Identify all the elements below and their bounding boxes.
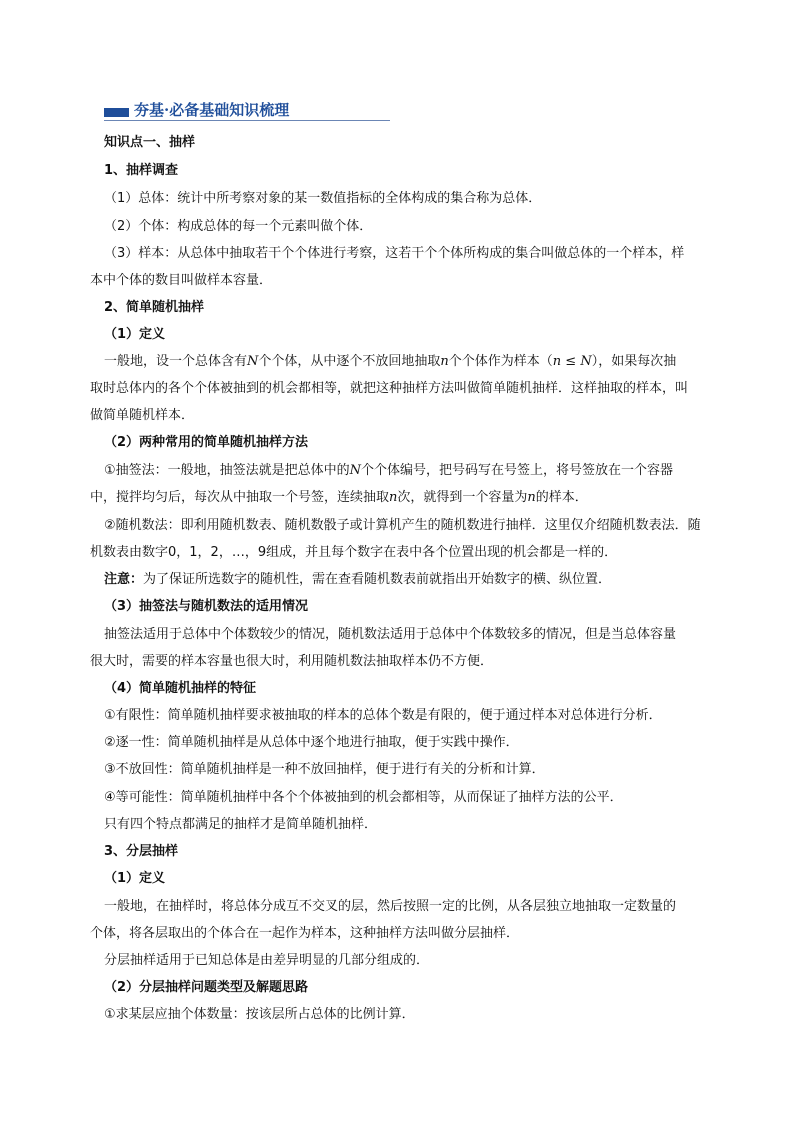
text-span: 个个体编号，把号码写在号签上，将号签放在一个容器 xyxy=(361,463,674,478)
heading-stratified-sampling: 3、分层抽样 xyxy=(104,844,179,859)
feature-equal-probability: ④等可能性：简单随机抽样中各个个体被抽到的机会都相等，从而保证了抽样方法的公平． xyxy=(104,790,623,805)
note-line xyxy=(104,571,611,589)
header-underline xyxy=(104,120,390,121)
applicability-line1: 抽签法适用于总体中个体数较少的情况，随机数法适用于总体中个体数较多的情况，但是当总体容量 xyxy=(104,627,677,642)
header-bar-decoration xyxy=(104,108,129,117)
subheading-two-methods: （2）两种常用的简单随机抽样方法 xyxy=(104,435,309,450)
math-condition: n ≤ N xyxy=(552,354,592,369)
feature-one-by-one: ②逐一性：简单随机抽样是从总体中逐个地进行抽取，便于实践中操作． xyxy=(104,735,519,750)
math-n: n xyxy=(389,490,398,505)
text-span: ），如果每次抽 xyxy=(591,354,677,369)
random-number-method-line1: ②随机数法：即利用随机数表、随机数骰子或计算机产生的随机数进行抽样．这里仅介绍随机数表法．随 xyxy=(104,518,701,533)
text-span: 的样本． xyxy=(535,490,588,505)
random-number-method-line2: 机数表由数字0，1，2，…，9组成，并且每个数字在表中各个位置出现的机会都是一样的． xyxy=(90,545,618,560)
math-n: n xyxy=(440,354,449,369)
note-text: 为了保证所选数字的随机性，需在查看随机数表前就指出开始数字的横、纵位置． xyxy=(143,572,612,587)
heading-simple-random-sampling: 2、简单随机抽样 xyxy=(104,300,205,315)
stratified-definition-line2: 个体，将各层取出的个体合在一起作为样本，这种抽样方法叫做分层抽样． xyxy=(90,926,520,941)
section-title: 夯基·必备基础知识梳理 xyxy=(134,101,290,119)
definition-individual: （2）个体：构成总体的每一个元素叫做个体． xyxy=(104,219,373,234)
subheading-definition: （1）定义 xyxy=(104,327,166,342)
knowledge-point-heading: 知识点一、抽样 xyxy=(104,135,196,150)
stratified-applicability: 分层抽样适用于已知总体是由差异明显的几部分组成的． xyxy=(104,953,430,968)
feature-finiteness: ①有限性：简单随机抽样要求被抽取的样本的总体个数是有限的，便于通过样本对总体进行分析． xyxy=(104,708,662,723)
lottery-method-line2 xyxy=(90,489,588,507)
text-span: ①抽签法：一般地，抽签法就是把总体中的 xyxy=(104,463,350,478)
section-header xyxy=(104,100,390,122)
text-span: 次，就得到一个容量为 xyxy=(397,490,528,505)
math-N: N xyxy=(247,354,259,369)
feature-without-replacement: ③不放回性：简单随机抽样是一种不放回抽样，便于进行有关的分析和计算． xyxy=(104,762,545,777)
definition-sample-line1: （3）样本：从总体中抽取若干个个体进行考察，这若干个个体所构成的集合叫做总体的一个样本，样 xyxy=(104,246,685,261)
srs-definition-line1 xyxy=(104,353,676,371)
subheading-features: （4）简单随机抽样的特征 xyxy=(104,681,257,696)
text-span: 中，搅拌均匀后，每次从中抽取一个号签，连续抽取 xyxy=(90,490,390,505)
subheading-definition: （1）定义 xyxy=(104,871,166,886)
subheading-problem-types: （2）分层抽样问题类型及解题思路 xyxy=(104,980,309,995)
lottery-method-line1 xyxy=(104,462,673,480)
definition-sample-line2: 本中个体的数目叫做样本容量． xyxy=(90,273,273,288)
applicability-line2: 很大时，需要的样本容量也很大时，利用随机数法抽取样本仍不方便． xyxy=(90,654,494,669)
note-label: 注意： xyxy=(104,572,144,587)
stratified-layer-count: ①求某层应抽个体数量：按该层所占总体的比例计算． xyxy=(104,1007,415,1022)
text-span: 个个体，从中逐个不放回地抽取 xyxy=(258,354,441,369)
math-N: N xyxy=(349,463,362,478)
text-span: 个个体作为样本（ xyxy=(448,354,553,369)
stratified-definition-line1: 一般地，在抽样时，将总体分成互不交叉的层，然后按照一定的比例，从各层独立地抽取一定数量的 xyxy=(104,899,677,914)
heading-sampling-survey: 1、抽样调查 xyxy=(104,163,179,178)
srs-definition-line2: 取时总体内的各个个体被抽到的机会都相等，就把这种抽样方法叫做简单随机抽样．这样抽取的样本，叫 xyxy=(90,381,689,396)
features-summary: 只有四个特点都满足的抽样才是简单随机抽样． xyxy=(104,817,378,832)
srs-definition-line3: 做简单随机样本． xyxy=(90,408,195,423)
subheading-applicability: （3）抽签法与随机数法的适用情况 xyxy=(104,599,309,614)
math-n: n xyxy=(527,490,536,505)
definition-population: （1）总体：统计中所考察对象的某一数值指标的全体构成的集合称为总体． xyxy=(104,191,542,206)
text-span: 一般地，设一个总体含有 xyxy=(104,354,248,369)
